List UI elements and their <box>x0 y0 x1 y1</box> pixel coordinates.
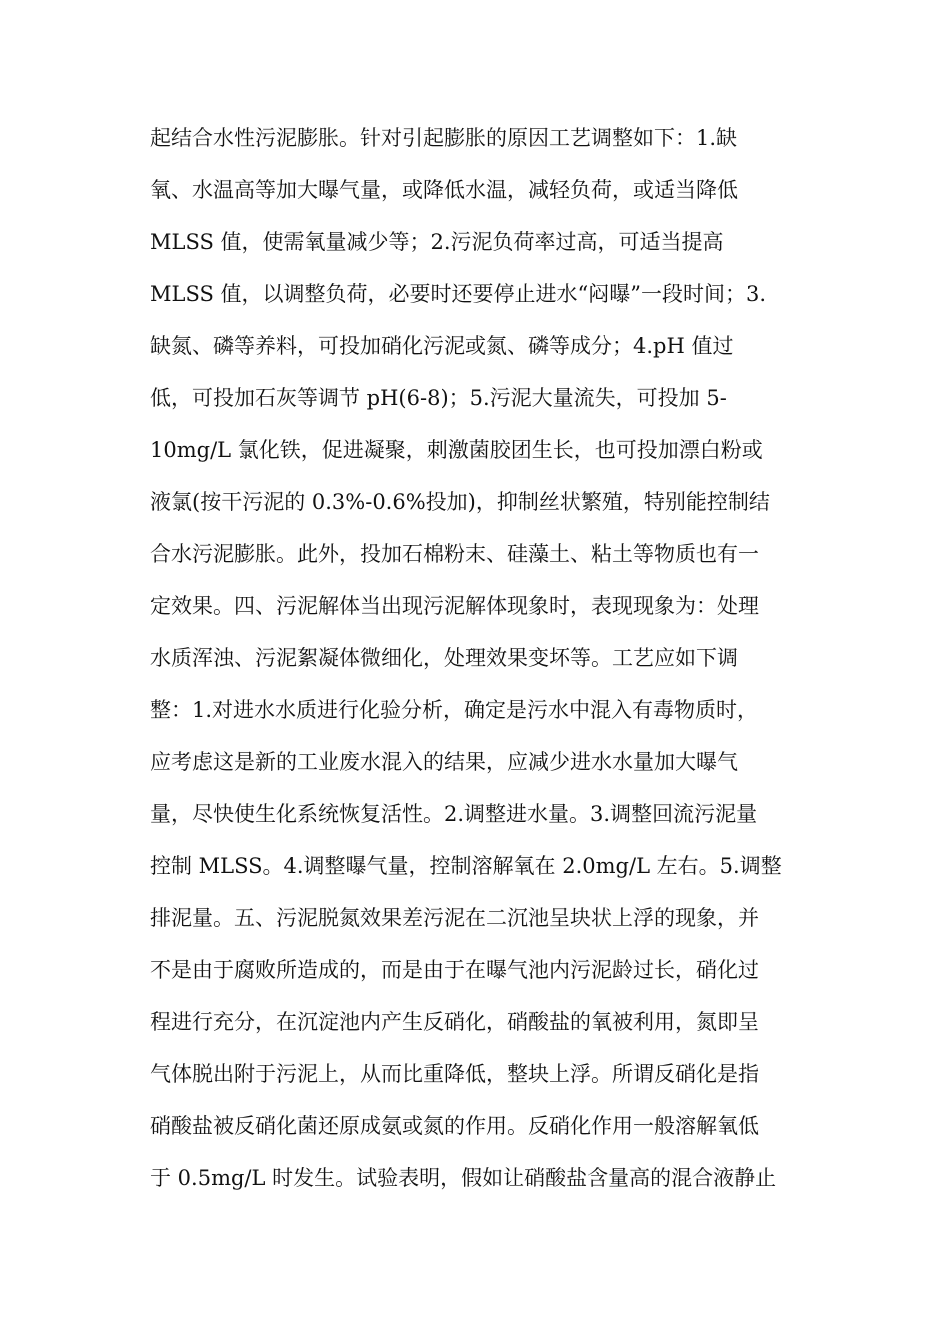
text-line: 低，可投加石灰等调节 pH(6-8)；5.污泥大量流失，可投加 5- <box>150 386 727 410</box>
text-line: 控制 MLSS。4.调整曝气量，控制溶解氧在 2.0mg/L 左右。5.调整 <box>150 854 782 878</box>
text-line: 应考虑这是新的工业废水混入的结果，应减少进水水量加大曝气 <box>150 750 738 774</box>
text-line: 程进行充分，在沉淀池内产生反硝化，硝酸盐的氧被利用，氮即呈 <box>150 1010 759 1034</box>
text-line: MLSS 值，以调整负荷，必要时还要停止进水“闷曝”一段时间；3. <box>150 282 767 306</box>
text-line: 于 0.5mg/L 时发生。试验表明，假如让硝酸盐含量高的混合液静止 <box>150 1166 777 1190</box>
text-line: 硝酸盐被反硝化菌还原成氨或氮的作用。反硝化作用一般溶解氧低 <box>150 1114 759 1138</box>
text-line: 定效果。四、污泥解体当出现污泥解体现象时，表现现象为：处理 <box>150 594 759 618</box>
text-line: 整：1.对进水水质进行化验分析，确定是污水中混入有毒物质时， <box>150 698 759 722</box>
text-line: 氧、水温高等加大曝气量，或降低水温，减轻负荷，或适当降低 <box>150 178 738 202</box>
text-line: 起结合水性污泥膨胀。针对引起膨胀的原因工艺调整如下：1.缺 <box>150 126 738 150</box>
text-line: 10mg/L 氯化铁，促进凝聚，刺激菌胶团生长，也可投加漂白粉或 <box>150 438 763 462</box>
text-line: 气体脱出附于污泥上，从而比重降低，整块上浮。所谓反硝化是指 <box>150 1062 759 1086</box>
text-line: 量，尽快使生化系统恢复活性。2.调整进水量。3.调整回流污泥量 <box>150 802 758 826</box>
text-line: 水质浑浊、污泥絮凝体微细化，处理效果变坏等。工艺应如下调 <box>150 646 738 670</box>
text-line: 缺氮、磷等养料，可投加硝化污泥或氮、磷等成分；4.pH 值过 <box>150 334 734 358</box>
text-line: 合水污泥膨胀。此外，投加石棉粉末、硅藻土、粘土等物质也有一 <box>150 542 759 566</box>
text-line: MLSS 值，使需氧量减少等；2.污泥负荷率过高，可适当提高 <box>150 230 724 254</box>
text-line: 液氯(按干污泥的 0.3%-0.6%投加)，抑制丝状繁殖，特别能控制结 <box>150 490 770 514</box>
text-line: 排泥量。五、污泥脱氮效果差污泥在二沉池呈块状上浮的现象，并 <box>150 906 759 930</box>
text-line: 不是由于腐败所造成的，而是由于在曝气池内污泥龄过长，硝化过 <box>150 958 759 982</box>
body-text <box>150 112 810 1204</box>
